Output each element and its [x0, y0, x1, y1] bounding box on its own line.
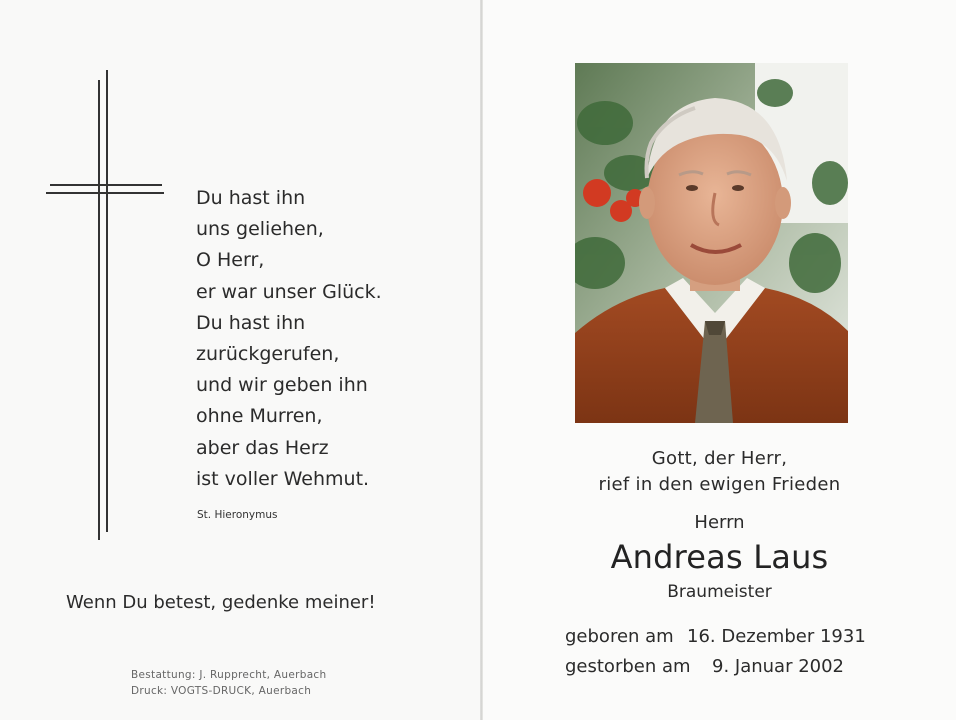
death-label: gestorben am: [565, 656, 691, 677]
deceased-name: Andreas Laus: [610, 538, 829, 576]
portrait-photo: [575, 63, 848, 423]
poem-line: aber das Herz: [196, 436, 329, 459]
death-row: [565, 652, 866, 682]
intro-line-1: Gott, der Herr,: [651, 448, 788, 469]
poem-line: er war unser Glück.: [196, 280, 382, 303]
cross-icon: [40, 70, 170, 550]
poem-attribution: St. Hieronymus: [197, 509, 278, 521]
poem-line: Du hast ihn: [196, 311, 306, 334]
poem-line: zurückgerufen,: [196, 343, 340, 366]
poem-line: ohne Murren,: [196, 405, 323, 428]
death-date: 9. Januar 2002: [712, 656, 845, 677]
poem-line: Du hast ihn: [196, 187, 306, 209]
prayer-line: Wenn Du betest, gedenke meiner!: [66, 592, 376, 613]
occupation: Braumeister: [667, 582, 772, 602]
poem-line: und wir geben ihn: [196, 374, 368, 397]
poem-line: uns geliehen,: [196, 218, 324, 241]
poem: [196, 183, 382, 495]
intro-line-2: rief in den ewigen Frieden: [598, 474, 841, 495]
birth-label: geboren am: [565, 626, 674, 647]
poem-line: ist voller Wehmut.: [196, 467, 370, 490]
life-dates: [565, 622, 866, 682]
birth-row: [565, 622, 866, 652]
birth-date: 16. Dezember 1931: [687, 626, 866, 647]
poem-line: O Herr,: [196, 249, 265, 272]
funeral-home-credit: Bestattung: J. Rupprecht, Auerbach: [131, 669, 327, 681]
printer-credits: [131, 667, 326, 699]
salutation: Herrn: [694, 512, 745, 533]
print-shop-credit: Druck: VOGTS-DRUCK, Auerbach: [131, 685, 312, 697]
